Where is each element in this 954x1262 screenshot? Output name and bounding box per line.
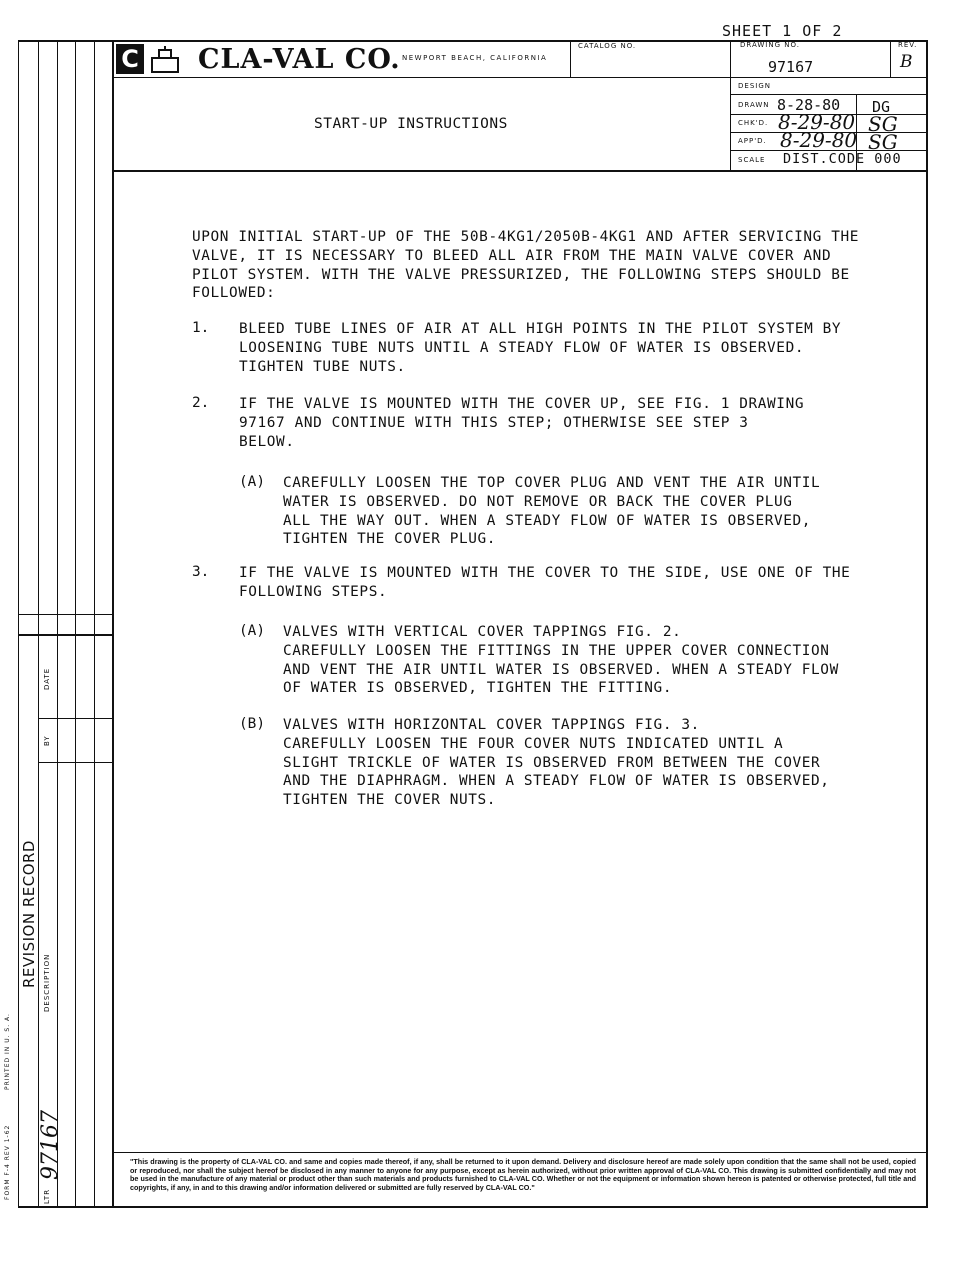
step-line: CAREFULLY LOOSEN THE TOP COVER PLUG AND VENT THE AIR UNTIL (283, 475, 821, 491)
step-line: BLEED TUBE LINES OF AIR AT ALL HIGH POINTS IN THE PILOT SYSTEM BY (239, 321, 842, 337)
step-number: 2. (192, 395, 210, 411)
intro-line: UPON INITIAL START-UP OF THE 50B-4KG1/2050B-4KG1 AND AFTER SERVICING THE (192, 229, 859, 245)
form-number-label: FORM F-4 REV 1-62 (4, 1124, 11, 1200)
company-logo-mark: C (116, 44, 144, 74)
drawing-label: DRAWING NO. (740, 41, 800, 49)
step-line: VALVES WITH HORIZONTAL COVER TAPPINGS FIG. 3. (283, 717, 700, 733)
revision-letter: B (900, 52, 913, 72)
step-line: TIGHTEN TUBE NUTS. (239, 358, 406, 375)
step-line: FOLLOWING STEPS. (239, 583, 388, 600)
date-column-label: DATE (43, 667, 51, 690)
header-rev-left (890, 40, 891, 78)
step-line: TIGHTEN THE COVER NUTS. (283, 792, 497, 809)
step-line: OF WATER IS OBSERVED, TIGHTEN THE FITTING. (283, 680, 673, 697)
step-2a-text (283, 474, 820, 549)
frame-left (18, 40, 19, 1208)
step-3a-text (283, 623, 839, 698)
rev-label: REV. (898, 41, 918, 49)
document-title: START-UP INSTRUCTIONS (314, 116, 508, 132)
valve-logo-icon (150, 46, 180, 74)
header-row-design (730, 94, 928, 95)
step-line: BELOW. (239, 433, 295, 450)
margin-col-2 (57, 40, 58, 1208)
step-line: 97167 AND CONTINUE WITH THIS STEP; OTHERWISE SEE STEP 3 (239, 414, 749, 431)
company-name: CLA-VAL CO. (198, 44, 401, 75)
margin-col-5 (112, 40, 114, 1208)
header-logo-bottom (114, 77, 730, 78)
step-line: AND THE DIAPHRAGM. WHEN A STEADY FLOW OF WATER IS OBSERVED, (283, 773, 830, 790)
printed-in-label: PRINTED IN U. S. A. (4, 1013, 11, 1090)
header-drawing-left (730, 40, 731, 172)
drawing-number: 97167 (768, 58, 814, 76)
appd-by: SG (868, 130, 898, 154)
margin-col-4 (94, 40, 95, 1208)
intro-line: PILOT SYSTEM. WITH THE VALVE PRESSURIZED, THE FOLLOWING STEPS SHOULD BE (192, 266, 850, 283)
frame-right (926, 40, 928, 1208)
footer-top (114, 1152, 928, 1153)
header-drawing-bottom (730, 77, 928, 78)
intro-paragraph (192, 228, 859, 303)
step-line: WATER IS OBSERVED. DO NOT REMOVE OR BACK THE COVER PLUG (283, 493, 793, 510)
margin-split-2 (18, 634, 114, 636)
drawn-date: 8-28-80 (777, 96, 841, 114)
intro-line: FOLLOWED: (192, 285, 276, 302)
margin-row-2 (38, 762, 114, 763)
header-bottom (114, 170, 928, 172)
margin-col-1 (38, 40, 39, 1208)
header-catalog-left (570, 40, 571, 78)
frame-bottom (18, 1206, 928, 1208)
step-line: ALL THE WAY OUT. WHEN A STEADY FLOW OF WATER IS OBSERVED, (283, 512, 812, 529)
step-line: SLIGHT TRICKLE OF WATER IS OBSERVED FROM BETWEEN THE COVER (283, 754, 821, 771)
step-2-text (239, 395, 804, 451)
appd-date: 8-29-80 (780, 128, 858, 152)
step-line: AND VENT THE AIR UNTIL WATER IS OBSERVED. WHEN A STEADY FLOW (283, 661, 839, 678)
substep-label: (A) (239, 474, 265, 490)
handwritten-drawing-number: 97167 (38, 1110, 63, 1180)
dist-code: DIST.CODE 000 (783, 151, 902, 167)
chkd-by: SG (868, 112, 898, 136)
step-1-text (239, 320, 841, 376)
margin-col-3 (75, 40, 76, 1208)
ltr-column-label: LTR (43, 1188, 51, 1204)
appd-label: APP'D. (738, 137, 767, 145)
proprietary-notice: "This drawing is the property of CLA-VAL CO. and same and copies made thereof, if any, shall be returned to it upon demand. Delivery and disclosure hereof are made solely upon condition that the same shall not be used, copied or reproduced, nor shall the subject hereof be disclosed in any manner to anyone for any purpose, except as herein authorized, without prior written approval of CLA-VAL CO. This drawing is submitted confidentially and may not be used in the manufacture of any material or product other than such materials and products furnished to CLA-VAL CO. Whether or not the equipment or information shown hereon is patented or otherwise protected, full title and copyrights, if any, in and to this drawing and/or information delivered or submitted are fully reserved by CLA-VAL CO." (130, 1157, 916, 1192)
margin-split-1 (18, 614, 114, 615)
design-label: DESIGN (738, 82, 771, 90)
catalog-label: CATALOG NO. (578, 42, 637, 50)
step-line: LOOSENING TUBE NUTS UNTIL A STEADY FLOW OF WATER IS OBSERVED. (239, 339, 805, 356)
by-column-label: BY (43, 735, 51, 746)
company-location: NEWPORT BEACH, CALIFORNIA (402, 54, 548, 62)
step-3b-text (283, 716, 830, 810)
step-line: CAREFULLY LOOSEN THE FOUR COVER NUTS INDICATED UNTIL A (283, 735, 784, 752)
step-line: IF THE VALVE IS MOUNTED WITH THE COVER UP, SEE FIG. 1 DRAWING (239, 396, 805, 412)
step-line: CAREFULLY LOOSEN THE FITTINGS IN THE UPPER COVER CONNECTION (283, 642, 830, 659)
step-line: TIGHTEN THE COVER PLUG. (283, 531, 497, 548)
step-line: IF THE VALVE IS MOUNTED WITH THE COVER TO THE SIDE, USE ONE OF THE (239, 565, 851, 581)
intro-line: VALVE, IT IS NECESSARY TO BLEED ALL AIR FROM THE MAIN VALVE COVER AND (192, 247, 832, 264)
revision-record-label: REVISION RECORD (20, 840, 38, 988)
substep-label: (A) (239, 623, 265, 639)
drawn-label: DRAWN (738, 101, 770, 109)
step-line: VALVES WITH VERTICAL COVER TAPPINGS FIG. 2. (283, 624, 682, 640)
step-number: 3. (192, 564, 210, 580)
margin-row-1 (38, 718, 114, 719)
substep-label: (B) (239, 716, 265, 732)
drawn-by: DG (872, 98, 891, 116)
step-3-text (239, 564, 850, 602)
chkd-label: CHK'D. (738, 119, 769, 127)
sheet-number: SHEET 1 OF 2 (722, 22, 843, 40)
step-number: 1. (192, 320, 210, 336)
description-column-label: DESCRIPTION (43, 953, 51, 1012)
scale-label: SCALE (738, 156, 766, 164)
chkd-date: 8-29-80 (778, 110, 856, 134)
